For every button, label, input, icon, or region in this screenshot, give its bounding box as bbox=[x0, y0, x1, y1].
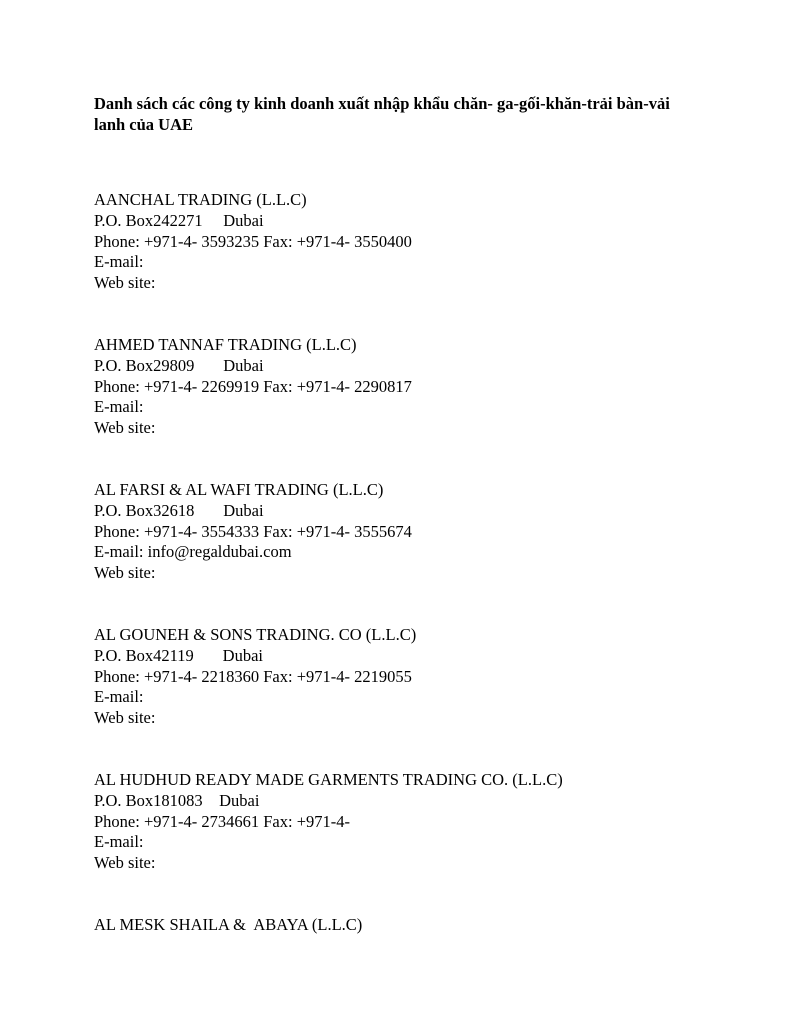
company-name: AL MESK SHAILA & ABAYA (L.L.C) bbox=[94, 914, 363, 934]
company-website: Web site: bbox=[94, 563, 156, 583]
company-phone-fax: Phone: +971-4- 2269919 Fax: +971-4- 2290817 bbox=[94, 376, 412, 396]
document-page bbox=[94, 93, 714, 936]
company-entry bbox=[94, 915, 714, 936]
company-name: AL FARSI & AL WAFI TRADING (L.L.C) bbox=[94, 479, 384, 499]
company-phone-fax: Phone: +971-4- 2218360 Fax: +971-4- 2219055 bbox=[94, 666, 412, 686]
company-email: E-mail: bbox=[94, 252, 144, 272]
company-name: AANCHAL TRADING (L.L.C) bbox=[94, 190, 307, 209]
company-name: AL GOUNEH & SONS TRADING. CO (L.L.C) bbox=[94, 624, 417, 644]
company-phone-fax: Phone: +971-4- 3554333 Fax: +971-4- 3555674 bbox=[94, 521, 412, 541]
company-phone-fax: Phone: +971-4- 3593235 Fax: +971-4- 3550400 bbox=[94, 231, 412, 251]
company-website: Web site: bbox=[94, 708, 156, 728]
company-email: E-mail: bbox=[94, 832, 144, 852]
company-pobox: P.O. Box29809 Dubai bbox=[94, 355, 264, 375]
company-website: Web site: bbox=[94, 273, 156, 293]
company-email: E-mail: bbox=[94, 687, 144, 707]
company-entry bbox=[94, 335, 714, 439]
company-entry bbox=[94, 480, 714, 584]
company-phone-fax: Phone: +971-4- 2734661 Fax: +971-4- bbox=[94, 811, 351, 831]
company-pobox: P.O. Box181083 Dubai bbox=[94, 790, 260, 810]
company-name: AL HUDHUD READY MADE GARMENTS TRADING CO. (L.L.C) bbox=[94, 769, 563, 789]
company-entry bbox=[94, 770, 714, 874]
company-email: E-mail: info@regaldubai.com bbox=[94, 542, 292, 562]
company-website: Web site: bbox=[94, 853, 156, 873]
company-pobox: P.O. Box42119 Dubai bbox=[94, 645, 263, 665]
company-entry bbox=[94, 625, 714, 729]
company-pobox: P.O. Box242271 Dubai bbox=[94, 210, 264, 230]
company-website: Web site: bbox=[94, 418, 156, 438]
company-pobox: P.O. Box32618 Dubai bbox=[94, 500, 264, 520]
document-title: Danh sách các công ty kinh doanh xuất nhập khẩu chăn- ga-gối-khăn-trải bàn-vải lanh của UAE bbox=[94, 94, 670, 134]
company-name: AHMED TANNAF TRADING (L.L.C) bbox=[94, 334, 357, 354]
company-email: E-mail: bbox=[94, 397, 144, 417]
company-entry bbox=[94, 190, 714, 294]
